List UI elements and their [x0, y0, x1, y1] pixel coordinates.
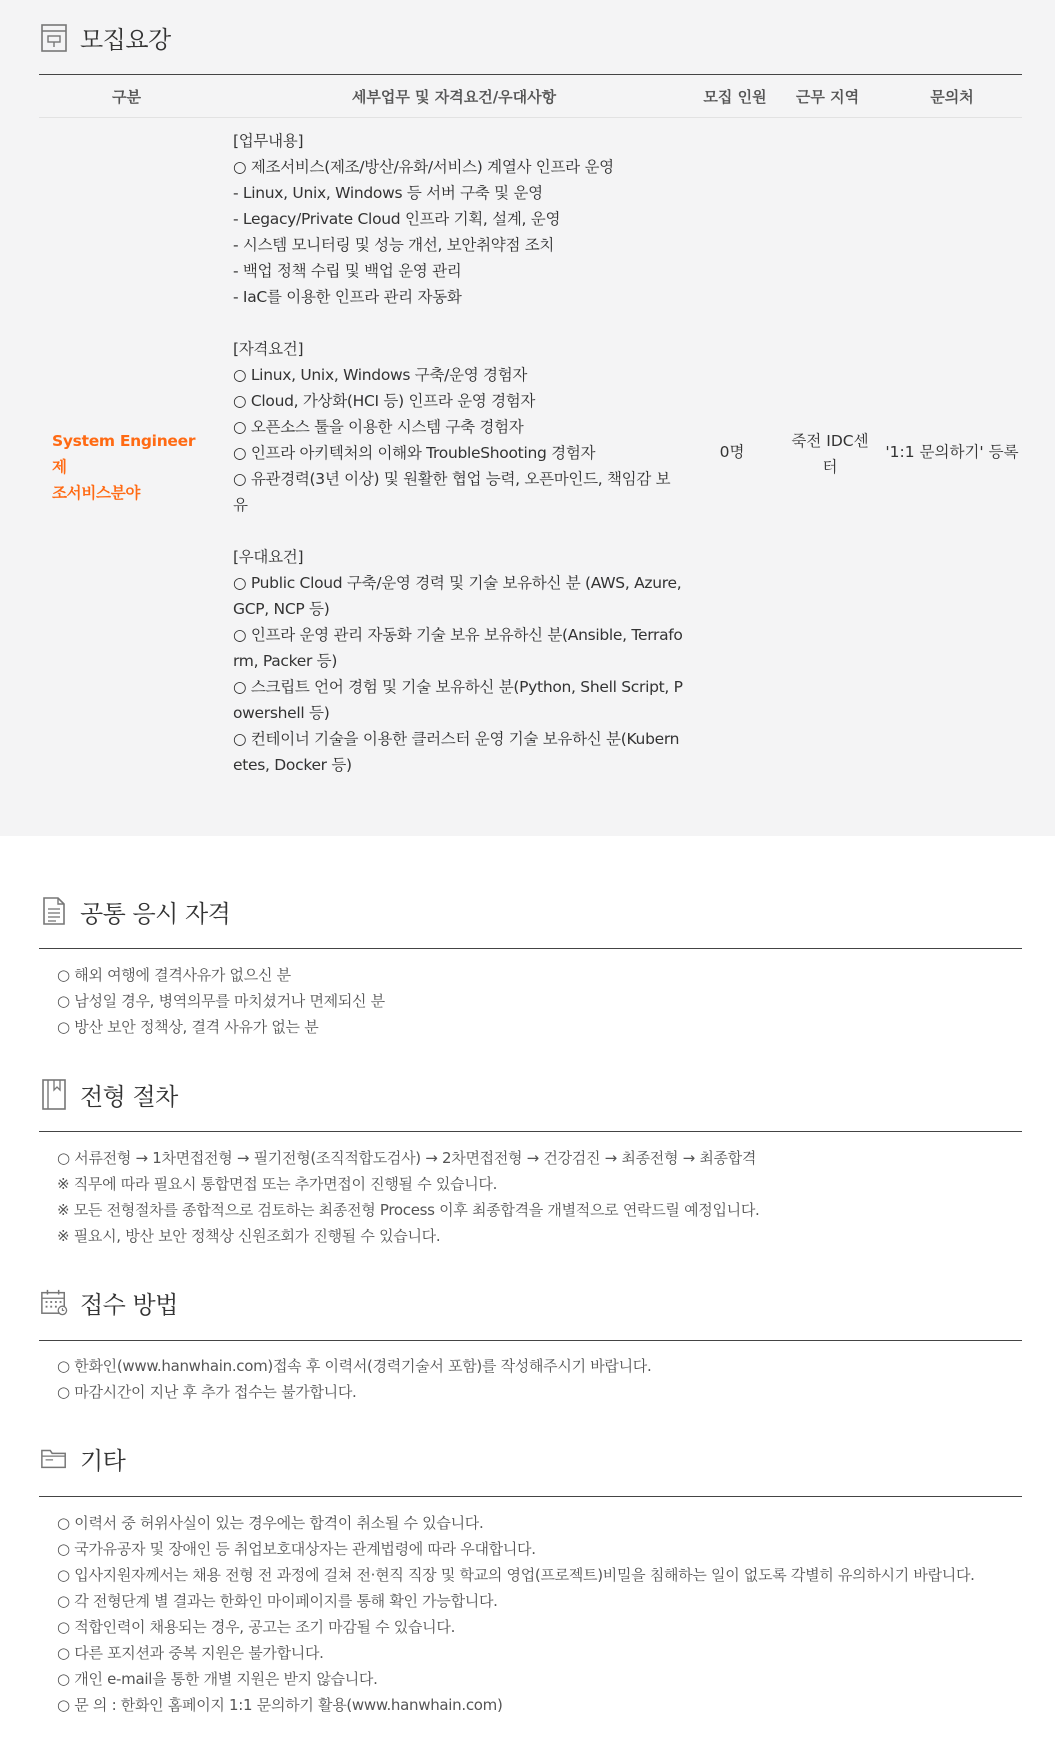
detail-line: ○ 유관경력(3년 이상) 및 원활한 협업 능력, 오픈마인드, 책임감 보: [233, 470, 671, 488]
document-icon: [40, 895, 68, 927]
detail-line: 유: [233, 496, 248, 514]
board-icon: [40, 21, 68, 53]
etc-rule: [39, 1496, 1022, 1497]
apply-list: [57, 1353, 651, 1405]
detail-line: ○ Public Cloud 구축/운영 경력 및 기술 보유하신 분 (AWS, Azure,: [233, 574, 682, 592]
job-region-line: 터: [822, 458, 838, 476]
detail-line: ○ Cloud, 가상화(HCI 등) 인프라 운영 경험자: [233, 392, 536, 410]
list-item: ○ 한화인(www.hanwhain.com)접속 후 이력서(경력기술서 포함)를 작성해주시기 바랍니다.: [57, 1357, 652, 1375]
list-item: ○ 적합인력이 채용되는 경우, 공고는 조기 마감될 수 있습니다.: [57, 1618, 456, 1636]
common-list: [57, 962, 385, 1040]
detail-line: ○ 제조서비스(제조/방산/유화/서비스) 계열사 인프라 운영: [233, 158, 614, 176]
list-item: ○ 이력서 중 허위사실이 있는 경우에는 합격이 취소될 수 있습니다.: [57, 1514, 484, 1532]
detail-line: ○ 인프라 아키텍처의 이해와 TroubleShooting 경험자: [233, 444, 596, 462]
list-item: ○ 서류전형 → 1차면접전형 → 필기전형(조직적합도검사) → 2차면접전형 → 건강검진 → 최종전형 → 최종합격: [57, 1149, 757, 1167]
book-icon: [40, 1078, 68, 1110]
job-title-line: System Engineer 제: [52, 432, 196, 476]
spacer: [233, 518, 679, 544]
detail-line: rm, Packer 등): [233, 652, 338, 670]
detail-line: - Legacy/Private Cloud 인프라 기획, 설계, 운영: [233, 210, 561, 228]
list-item: ○ 마감시간이 지난 후 추가 접수는 불가합니다.: [57, 1383, 357, 1401]
list-item: ○ 개인 e-mail을 통한 개별 지원은 받지 않습니다.: [57, 1670, 378, 1688]
header-contact: 문의처: [930, 88, 974, 106]
list-item: ○ 국가유공자 및 장애인 등 취업보호대상자는 관계법령에 따라 우대합니다.: [57, 1540, 536, 1558]
detail-line: etes, Docker 등): [233, 756, 352, 774]
apply-header: [40, 1282, 178, 1322]
list-item: ○ 남성일 경우, 병역의무를 마치셨거나 면제되신 분: [57, 992, 385, 1010]
detail-line: owershell 등): [233, 704, 330, 722]
detail-line: ○ 인프라 운영 관리 자동화 기술 보유 보유하신 분(Ansible, Terrafo: [233, 626, 683, 644]
detail-line: GCP, NCP 등): [233, 600, 330, 618]
detail-line: ○ Linux, Unix, Windows 구축/운영 경험자: [233, 366, 528, 384]
job-count: 0명: [719, 443, 745, 461]
list-item: ※ 모든 전형절차를 종합적으로 검토하는 최종전형 Process 이후 최종합격을 개별적으로 연락드릴 예정입니다.: [57, 1201, 760, 1219]
process-title: 전형 절차: [80, 1082, 178, 1111]
list-item: ※ 필요시, 방산 보안 정책상 신원조회가 진행될 수 있습니다.: [57, 1227, 441, 1245]
detail-line: - 시스템 모니터링 및 성능 개선, 보안취약점 조치: [233, 236, 555, 254]
header-count: 모집 인원: [703, 88, 767, 106]
etc-title: 기타: [80, 1446, 126, 1475]
header-region: 근무 지역: [795, 88, 860, 106]
calendar-icon: [40, 1286, 68, 1318]
list-item: ○ 각 전형단계 별 결과는 한화인 마이페이지를 통해 확인 가능합니다.: [57, 1592, 498, 1610]
detail-line: ○ 스크립트 언어 경험 및 기술 보유하신 분(Python, Shell Script, P: [233, 678, 683, 696]
recruit-rule: [39, 74, 1022, 75]
header-details: 세부업무 및 자격요건/우대사항: [351, 88, 557, 106]
list-item: ○ 다른 포지션과 중복 지원은 불가합니다.: [57, 1644, 324, 1662]
job-region-line: 죽전 IDC센: [791, 432, 869, 450]
folder-icon: [40, 1442, 68, 1474]
detail-line: - 백업 정책 수립 및 백업 운영 관리: [233, 262, 462, 280]
list-item: ○ 방산 보안 정책상, 결격 사유가 없는 분: [57, 1018, 319, 1036]
job-title-line: 조서비스분야: [52, 484, 141, 502]
process-rule: [39, 1131, 1022, 1132]
list-item: ○ 해외 여행에 결격사유가 없으신 분: [57, 966, 291, 984]
etc-header: [40, 1438, 125, 1478]
process-header: [40, 1074, 178, 1114]
list-item: ※ 직무에 따라 필요시 통합면접 또는 추가면접이 진행될 수 있습니다.: [57, 1175, 498, 1193]
list-item: ○ 입사지원자께서는 채용 전형 전 과정에 걸쳐 전·현직 직장 및 학교의 영업(프로젝트)비밀을 침해하는 일이 없도록 각별히 유의하시기 바랍니다.: [57, 1566, 975, 1584]
etc-list: [57, 1510, 975, 1718]
detail-line: [자격요건]: [233, 340, 304, 358]
recruit-table-header: [39, 76, 1022, 118]
common-rule: [39, 948, 1022, 949]
detail-line: [업무내용]: [233, 132, 304, 150]
header-category: 구분: [112, 88, 141, 106]
detail-line: ○ 컨테이너 기술을 이용한 클러스터 운영 기술 보유하신 분(Kubern: [233, 730, 680, 748]
job-contact: '1:1 문의하기' 등록: [885, 443, 1019, 461]
job-region: [780, 428, 880, 480]
process-list: [57, 1145, 759, 1249]
job-title[interactable]: [52, 428, 212, 506]
list-item: ○ 문 의 : 한화인 홈페이지 1:1 문의하기 활용(www.hanwhain.com): [57, 1696, 503, 1714]
apply-title: 접수 방법: [80, 1290, 178, 1319]
detail-line: [우대요건]: [233, 548, 304, 566]
recruit-header: [40, 17, 171, 57]
detail-line: ○ 오픈소스 툴을 이용한 시스템 구축 경험자: [233, 418, 524, 436]
recruit-title: 모집요강: [80, 25, 171, 54]
spacer: [233, 310, 679, 336]
common-title: 공통 응시 자격: [80, 899, 231, 928]
detail-line: - IaC를 이용한 인프라 관리 자동화: [233, 288, 462, 306]
common-header: [40, 891, 230, 931]
apply-rule: [39, 1340, 1022, 1341]
job-details: [233, 128, 683, 778]
detail-line: - Linux, Unix, Windows 등 서버 구축 및 운영: [233, 184, 543, 202]
